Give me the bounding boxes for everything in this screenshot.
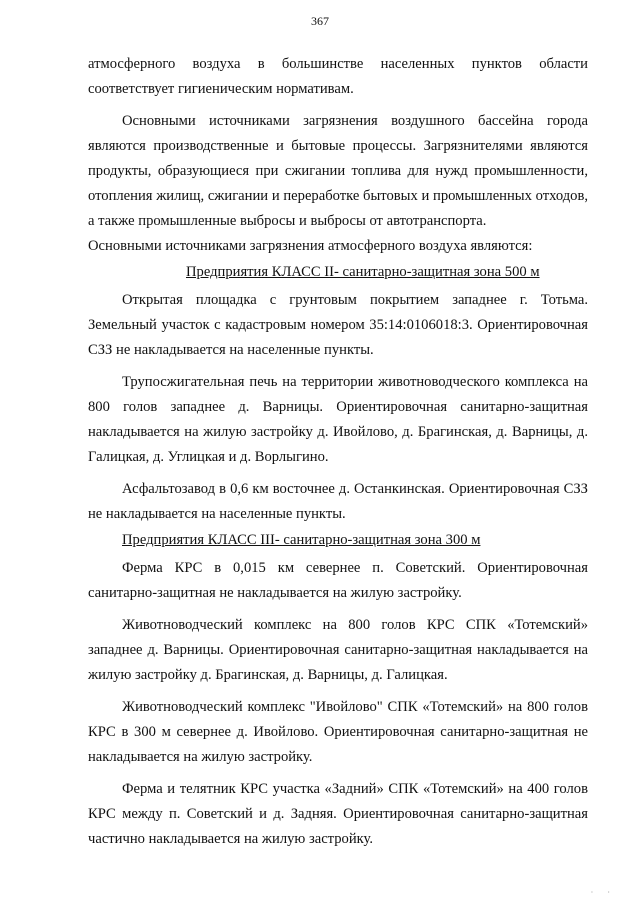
paragraph-open-site: Открытая площадка с грунтовым покрытием западнее г. Тотьма. Земельный участок с кадастровым номером 35:14:0106018:3. Ориентировочная СЗЗ не накладывается на населенные пункты.	[88, 292, 588, 358]
paragraph-air-quality: атмосферного воздуха в большинстве населенных пунктов области соответствует гигиеническим нормативам.	[88, 56, 588, 97]
paragraph-farm-zadniy: Ферма и телятник КРС участка «Задний» СПК «Тотемский» на 400 голов КРС между п. Советский и д. Задняя. Ориентировочная санитарно-защитная частично накладывается на жилую застройку.	[88, 781, 588, 847]
heading-class-3: Предприятия КЛАСС III- санитарно-защитная зона 300 м	[122, 532, 481, 548]
scan-marks: · ·	[590, 888, 616, 897]
paragraph-main-sources-intro: Основными источниками загрязнения атмосферного воздуха являются:	[88, 238, 533, 254]
document-body	[88, 52, 588, 852]
paragraph-livestock-complex-ivoylovo: Животноводческий комплекс "Ивойлово" СПК «Тотемский» на 800 голов КРС в 300 м севернее д. Ивойлово. Ориентировочная санитарно-защитная не накладывается на жилую застройку.	[88, 699, 588, 765]
paragraph-livestock-complex-varnitsy: Животноводческий комплекс на 800 голов КРС СПК «Тотемский» западнее д. Варницы. Ориентировочная санитарно-защитная накладывается на жилую застройку д. Брагинская, д. Варницы, д. Галицкая.	[88, 617, 588, 683]
paragraph-asphalt-plant: Асфальтозавод в 0,6 км восточнее д. Останкинская. Ориентировочная СЗЗ не накладывается на населенные пункты.	[88, 481, 588, 522]
page-number: 367	[311, 14, 329, 28]
paragraph-pollution-sources: Основными источниками загрязнения воздушного бассейна города являются производственные и бытовые процессы. Загрязнителями являются продукты, образующиеся при сжигании топлива для нужд промышленности, отопления жилищ, сжигании и переработке бытовых и промышленных отходов, а также промышленные выбросы и выбросы от автотранспорта.	[88, 113, 588, 229]
heading-class-2: Предприятия КЛАСС II- санитарно-защитная зона 500 м	[186, 264, 540, 280]
paragraph-incinerator: Трупосжигательная печь на территории животноводческого комплекса на 800 голов западнее д. Варницы. Ориентировочная санитарно-защитная накладывается на жилую застройку д. Ивойлово, д. Брагинская, д. Варницы, д. Галицкая, д. Углицкая и д. Ворлыгино.	[88, 374, 588, 465]
paragraph-cattle-farm: Ферма КРС в 0,015 км севернее п. Советский. Ориентировочная санитарно-защитная не накладывается на жилую застройку.	[88, 560, 588, 601]
